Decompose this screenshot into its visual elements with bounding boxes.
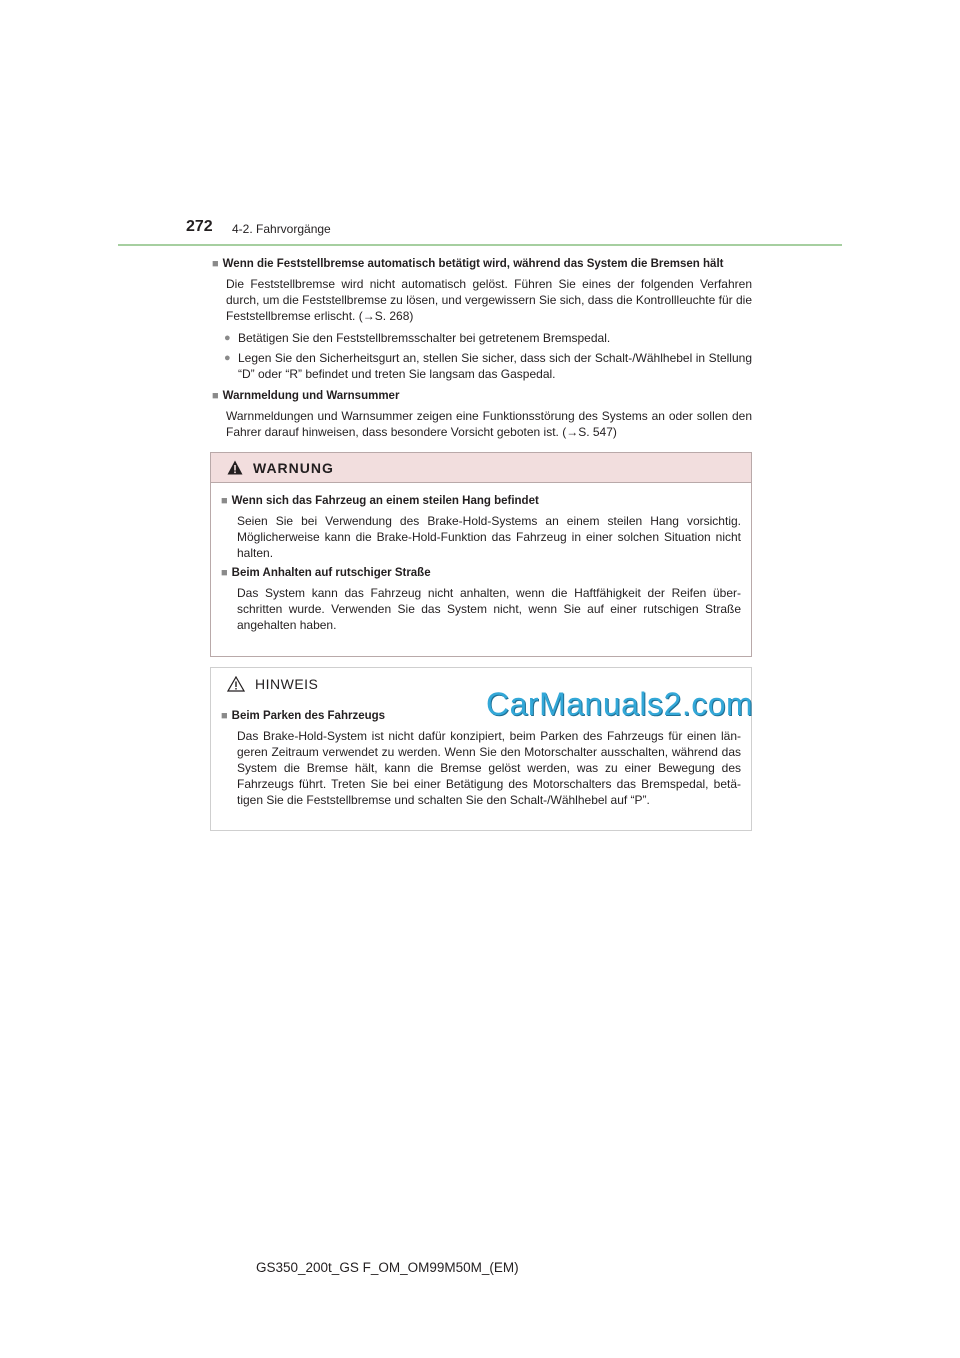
square-bullet-icon: ■: [221, 495, 228, 507]
watermark: CarManuals2.com: [486, 686, 754, 722]
section-heading: ■ Warnmeldung und Warnsummer: [212, 390, 400, 402]
warning-item-heading: ■ Beim Anhalten auf rutschiger Straße: [221, 567, 431, 579]
header-rule: [118, 244, 842, 246]
warning-item-heading: ■ Wenn sich das Fahrzeug an einem steilen Hang befindet: [221, 495, 539, 507]
square-bullet-icon: ■: [221, 567, 228, 579]
page-number: 272: [186, 218, 213, 235]
main-content: [212, 256, 752, 446]
footer-code: GS350_200t_GS F_OM_OM99M50M_(EM): [256, 1260, 519, 1275]
circle-bullet-icon: ●: [224, 332, 231, 344]
warning-item-text: Seien Sie bei Verwendung des Brake-Hold-Systems an einem steilen Hang vorsichtig. Möglicherweise kann die Brake-Hold-Funktion das Fahrzeug in einer solchen Situation nicht halten.: [237, 514, 741, 560]
warning-body: [211, 483, 751, 633]
square-bullet-icon: ■: [212, 258, 219, 270]
warning-header: [211, 453, 751, 483]
paragraph: Warnmeldungen und Warnsummer zeigen eine Funktionsstörung des Systems an oder sollen den Fahrer darauf hinweisen, dass besondere Vorsicht geboten ist. (→S. 547): [226, 409, 752, 439]
square-bullet-icon: ■: [212, 390, 219, 402]
circle-bullet-icon: ●: [224, 352, 231, 364]
list-item: ● Legen Sie den Sicherheitsgurt an, stellen Sie sicher, dass sich der Schalt-/Wählhebel in Stellung “D” oder “R” befindet und treten Sie langsam das Gaspedal.: [224, 351, 752, 381]
notice-item-text: Das Brake-Hold-System ist nicht dafür konzipiert, beim Parken des Fahrzeugs für einen län-geren Zeitraum verwendet zu werden. Wenn Sie den Motorschalter ausschalten, während das System die Bremse hält, kann die Bremse gelöst werden, was zu einer Bewegung des Fahrzeugs führt. Treten Sie bei einer Betätigung des Motorschalters das Bremspedal, betä-tigen Sie die Feststellbremse und schalten Sie den Schalt-/Wählhebel auf “P”.: [237, 729, 741, 807]
warning-box: [210, 452, 752, 657]
warning-item-text: Das System kann das Fahrzeug nicht anhalten, wenn die Haftfähigkeit der Reifen über-schritten wurde. Verwenden Sie das System nicht, wenn Sie auf einer rutschigen Straße angehalten haben.: [237, 586, 741, 632]
caution-icon: [227, 676, 245, 692]
list-item: ● Betätigen Sie den Feststellbremsschalter bei getretenem Bremspedal.: [224, 331, 611, 345]
warning-icon: [227, 460, 243, 475]
section-heading: ■ Wenn die Feststellbremse automatisch betätigt wird, während das System die Bremsen hält: [212, 258, 724, 270]
square-bullet-icon: ■: [221, 710, 228, 722]
paragraph: Die Feststellbremse wird nicht automatisch gelöst. Führen Sie eines der folgenden Verfahren durch, um die Feststellbremse zu lösen, und vergewissern Sie sich, dass die Kontrollleuchte für die Feststellbremse erlischt. (→S. 268): [226, 277, 752, 323]
notice-title: HINWEIS: [255, 676, 319, 692]
notice-item-heading: ■ Beim Parken des Fahrzeugs: [221, 710, 386, 722]
section-title: 4-2. Fahrvorgänge: [232, 222, 331, 236]
warning-title: WARNUNG: [253, 459, 334, 476]
